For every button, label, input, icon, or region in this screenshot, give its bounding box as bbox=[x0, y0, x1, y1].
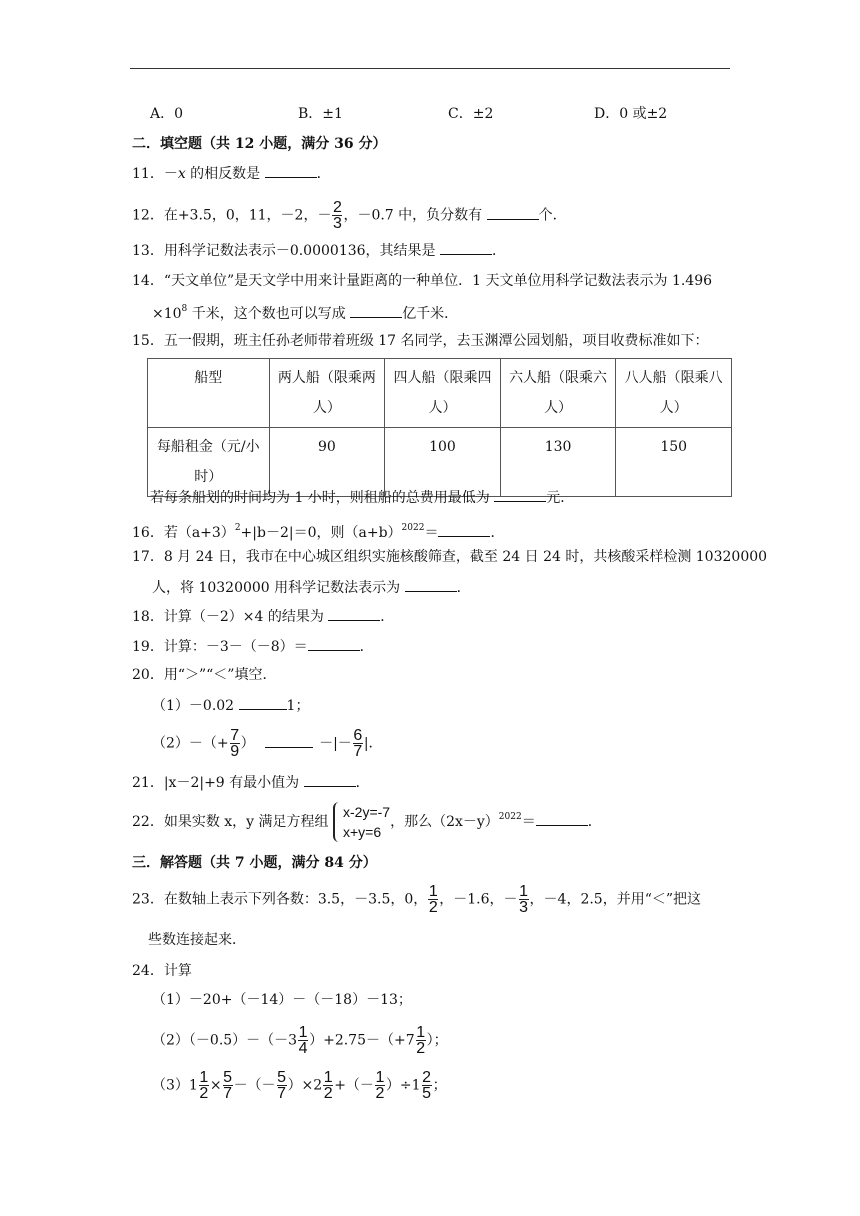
boat-fee-table bbox=[147, 358, 732, 497]
question-24-part2: （2）（－0.5）－（－3 $\frac{1}{4}$ ）+2.75－（+7 $\frac{1}{2}$ ）； bbox=[152, 1024, 448, 1057]
question-15-after: 若每条船划的时间均为 1 小时，则租船的总费用最低为 元． bbox=[150, 487, 574, 508]
question-14-line1: 14．“天文单位”是天文学中用来计量距离的一种单位．1 天文单位用科学记数法表示为 1.496 bbox=[132, 273, 713, 289]
table-cell: 两人船（限乘两人） bbox=[269, 359, 385, 428]
fraction: $\frac{2}{5}$ bbox=[422, 1069, 432, 1102]
answer-blank bbox=[328, 606, 380, 621]
table-cell: 130 bbox=[500, 428, 616, 497]
question-15: 15．五一假期，班主任孙老师带着班级 17 名同学，去玉渊潭公园划船，项目收费标准如下： bbox=[132, 333, 709, 349]
fraction: $\frac{1}{2}$ bbox=[428, 883, 438, 916]
answer-blank bbox=[494, 487, 546, 502]
table-cell: 150 bbox=[616, 428, 732, 497]
option-b: B．±1 bbox=[298, 106, 343, 122]
question-20-part2: （2）－（+ $\frac{7}{9}$ ） －|－ $\frac{6}{7}$ |． bbox=[152, 727, 383, 760]
question-23-line1: 23．在数轴上表示下列各数：3.5，－3.5，0， $\frac{1}{2}$ ，－1.6，－ $\frac{1}{3}$ ，－4，2.5，并用“＜”把这 bbox=[132, 883, 702, 916]
fraction: $\frac{2}{3}$ bbox=[333, 199, 342, 232]
answer-blank bbox=[304, 772, 356, 787]
question-14-line2: $\times 10^8$ 千米，这个数也可以写成 亿千米． bbox=[152, 304, 459, 322]
answer-blank bbox=[239, 695, 287, 710]
fraction: $\frac{5}{7}$ bbox=[223, 1069, 233, 1102]
question-21: 21．|x－2|+9 有最小值为 ． bbox=[132, 772, 370, 793]
question-24-part1: （1）－20+（－14）－（－18）－13； bbox=[152, 992, 412, 1008]
table-row bbox=[148, 359, 732, 428]
table-cell: 四人船（限乘四人） bbox=[385, 359, 501, 428]
answer-blank bbox=[265, 733, 313, 748]
table-cell: 八人船（限乘八人） bbox=[616, 359, 732, 428]
question-19: 19．计算：－3－（－8）＝ ． bbox=[132, 636, 374, 657]
answer-blank bbox=[265, 163, 317, 178]
question-20: 20．用“＞”“＜”填空． bbox=[132, 667, 277, 683]
section-title-answer: 三．解答题（共 7 小题，满分 84 分） bbox=[132, 855, 377, 871]
option-d: D．0 或±2 bbox=[594, 106, 668, 122]
table-cell: 90 bbox=[269, 428, 385, 497]
section-title-fill: 二．填空题（共 12 小题，满分 36 分） bbox=[132, 136, 387, 152]
question-17-line1: 17．8 月 24 日，我市在中心城区组织实施核酸筛查，截至 24 日 24 时，共核酸采样检测 10320000 bbox=[132, 549, 768, 565]
answer-blank bbox=[438, 522, 490, 537]
table-cell: 每船租金（元/小时） bbox=[148, 428, 270, 497]
answer-blank bbox=[440, 240, 492, 255]
fraction: $\frac{1}{2}$ bbox=[323, 1069, 333, 1102]
question-23-line2: 些数连接起来． bbox=[148, 932, 246, 948]
question-17-line2: 人，将 10320000 用科学记数法表示为 ． bbox=[152, 577, 471, 598]
table-cell: 100 bbox=[385, 428, 501, 497]
answer-blank bbox=[536, 811, 588, 826]
fraction: $\frac{1}{2}$ bbox=[416, 1024, 426, 1057]
question-22: 22．如果实数 x，y 满足方程组 x-2y=-7 x+y=6 ，那么$(2x-y)^{2022}=$ ． bbox=[132, 804, 602, 840]
answer-blank bbox=[350, 303, 402, 318]
equation-system: x-2y=-7 x+y=6 bbox=[333, 802, 390, 842]
answer-blank bbox=[308, 636, 360, 651]
fraction: $\frac{6}{7}$ bbox=[353, 727, 363, 760]
fraction: $\frac{7}{9}$ bbox=[230, 727, 240, 760]
fraction: $\frac{1}{4}$ bbox=[298, 1024, 308, 1057]
header-rule bbox=[130, 68, 730, 69]
question-20-part1: （1）－0.02 1； bbox=[152, 695, 309, 716]
option-a: A．0 bbox=[150, 106, 184, 122]
question-12: 12．在+3.5，0，11，－2，－ $\frac{2}{3}$ ，－0.7 中，负分数有 个． bbox=[132, 199, 567, 232]
answer-blank bbox=[405, 577, 457, 592]
answer-blank bbox=[487, 205, 539, 220]
fraction: $\frac{1}{2}$ bbox=[375, 1069, 385, 1102]
table-cell: 船型 bbox=[148, 359, 270, 428]
question-24-part3: （3）1 $\frac{1}{2}$ × $\frac{5}{7}$ －（－ $\frac{5}{7}$ ）×2 $\frac{1}{2}$ +（－ $\frac{1}{2}$ ）÷1 $\frac{2}{5}$ ； bbox=[152, 1069, 447, 1102]
fraction: $\frac{5}{7}$ bbox=[277, 1069, 287, 1102]
question-11: 11．－x 的相反数是 ． bbox=[132, 163, 331, 184]
question-16: 16．若$(a+3)^2+|b-2|=0$，则$(a+b)^{2022}=$ ． bbox=[132, 523, 505, 541]
option-c: C．±2 bbox=[448, 106, 494, 122]
fraction: $\frac{1}{3}$ bbox=[519, 883, 528, 916]
question-18: 18．计算（－2）×4 的结果为 ． bbox=[132, 606, 394, 627]
table-cell: 六人船（限乘六人） bbox=[500, 359, 616, 428]
question-13: 13．用科学记数法表示－0.0000136，其结果是 ． bbox=[132, 240, 506, 261]
question-24: 24．计算 bbox=[132, 963, 192, 979]
fraction: $\frac{1}{2}$ bbox=[199, 1069, 209, 1102]
